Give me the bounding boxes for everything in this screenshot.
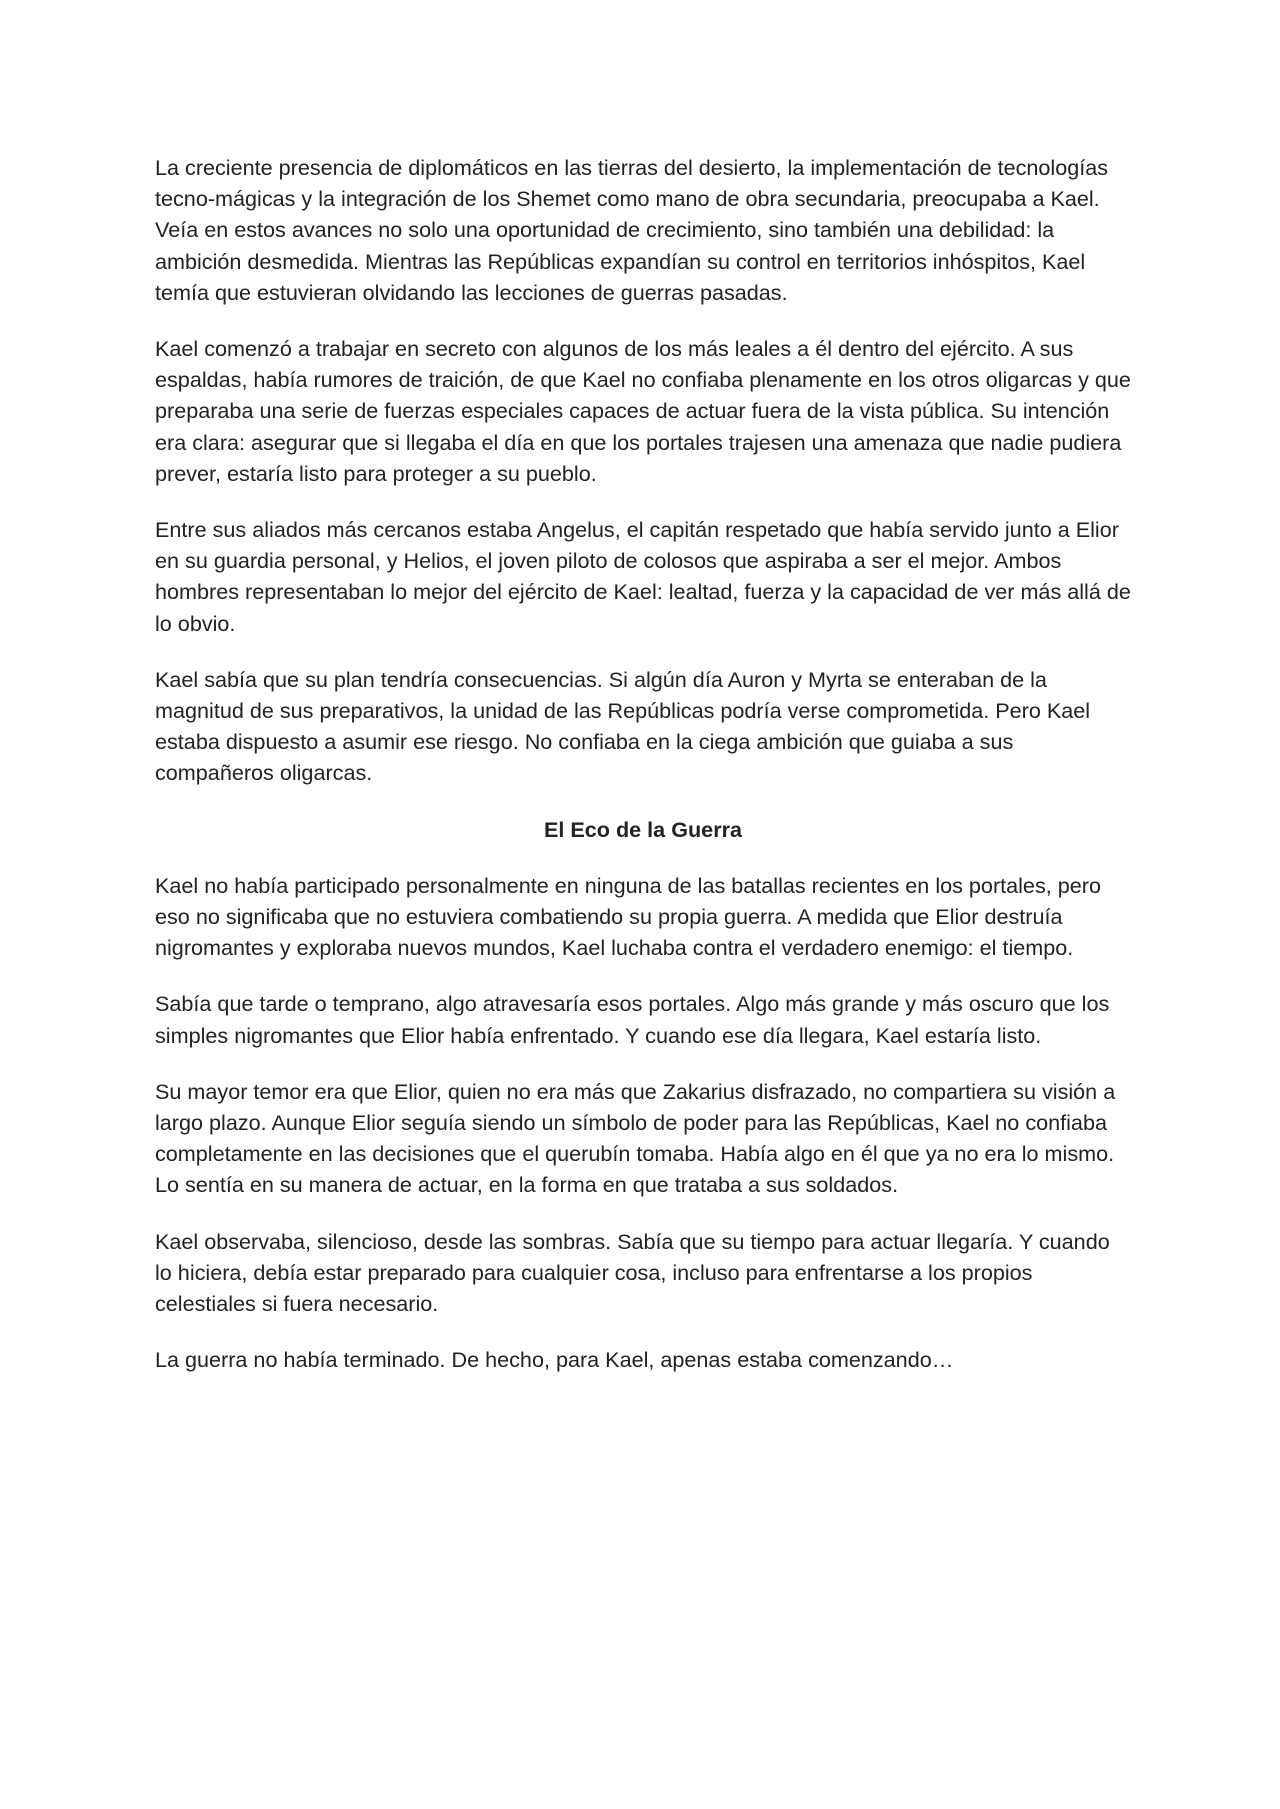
paragraph-6: Sabía que tarde o temprano, algo atravesaría esos portales. Algo más grande y más oscuro que los simples nigromantes que Elior había enfrentado. Y cuando ese día llegara, Kael estaría listo. (155, 991, 1110, 1048)
paragraph-8: Kael observaba, silencioso, desde las sombras. Sabía que su tiempo para actuar llegaría. Y cuando lo hiciera, debía estar preparado para cualquier cosa, incluso para enfrentarse a los propios celestiales si fuera necesario. (155, 1228, 1110, 1317)
paragraph-2: Kael comenzó a trabajar en secreto con algunos de los más leales a él dentro del ejército. A sus espaldas, había rumores de traición, de que Kael no confiaba plenamente en los otros oligarcas y que preparaba una serie de fuerzas especiales capaces de actuar fuera de la vista pública. Su intención era clara: asegurar que si llegaba el día en que los portales trajesen una amenaza que nadie pudiera prever, estaría listo para proteger a su pueblo. (155, 336, 1131, 486)
paragraph-4: Kael sabía que su plan tendría consecuencias. Si algún día Auron y Myrta se enteraban de la magnitud de sus preparativos, la unidad de las Repúblicas podría verse comprometida. Pero Kael estaba dispuesto a asumir ese riesgo. No confiaba en la ciega ambición que guiaba a sus compañeros oligarcas. (155, 666, 1091, 786)
paragraph-9: La guerra no había terminado. De hecho, para Kael, apenas estaba comenzando… (155, 1347, 954, 1373)
paragraph-1: La creciente presencia de diplomáticos en las tierras del desierto, la implementación de tecnologías tecno-mágicas y la integración de los Shemet como mano de obra secundaria, preocupaba a Kael. Veía en estos avances no solo una oportunidad de crecimiento, sino también una debilidad: la ambición desmedida. Mientras las Repúblicas expandían su control en territorios inhóspitos, Kael temía que estuvieran olvidando las lecciones de guerras pasadas. (155, 155, 1109, 305)
paragraph-3: Entre sus aliados más cercanos estaba Angelus, el capitán respetado que había servido junto a Elior en su guardia personal, y Helios, el joven piloto de colosos que aspiraba a ser el mejor. Ambos hombres representaban lo mejor del ejército de Kael: lealtad, fuerza y la capacidad de ver más allá de lo obvio. (155, 517, 1131, 636)
section-heading: El Eco de la Guerra (543, 816, 743, 842)
paragraph-5: Kael no había participado personalmente en ninguna de las batallas recientes en los portales, pero eso no significaba que no estuviera combatiendo su propia guerra. A medida que Elior destruía nigromantes y exploraba nuevos mundos, Kael luchaba contra el verdadero enemigo: el tiempo. (155, 872, 1101, 961)
document-body (155, 152, 1131, 1401)
paragraph-7: Su mayor temor era que Elior, quien no era más que Zakarius disfrazado, no compartiera su visión a largo plazo. Aunque Elior seguía siendo un símbolo de poder para las Repúblicas, Kael no confiaba completamente en las decisiones que el querubín tomaba. Había algo en él que ya no era lo mismo. Lo sentía en su manera de actuar, en la forma en que trataba a sus soldados. (155, 1078, 1116, 1198)
